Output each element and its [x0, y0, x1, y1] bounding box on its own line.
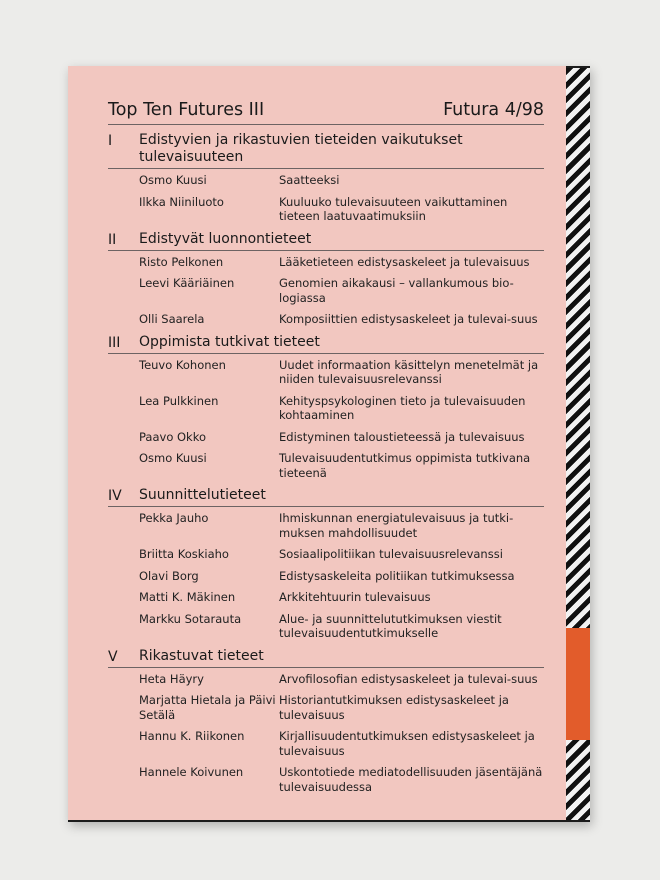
entry-title: Arvofilosofian edistysaskeleet ja tulevai-suus — [279, 671, 538, 686]
back-cover — [68, 66, 566, 820]
entry-title: Uskontotiede mediatodellisuuden jäsentäjänä tulevaisuudessa — [279, 765, 543, 794]
entry-author: Ilkka Niiniluoto — [139, 194, 224, 209]
section-heading — [108, 334, 544, 354]
entry-title: Sosiaalipolitiikan tulevaisuusrelevanssi — [279, 547, 503, 561]
entry-author: Hannu K. Riikonen — [139, 729, 245, 743]
entry-author: Marjatta Hietala ja Päivi Setälä — [139, 693, 276, 722]
entry-author: Heta Häyry — [139, 671, 204, 686]
entry-author: Briitta Koskiaho — [139, 547, 229, 561]
section-heading — [108, 231, 544, 251]
series-title: Top Ten Futures III — [108, 100, 265, 120]
entry-title: Edistyminen taloustieteessä ja tulevaisuus — [279, 429, 525, 444]
entry-title: Tulevaisuudentutkimus oppimista tutkivana tieteenä — [279, 451, 531, 480]
entry-author: Olavi Borg — [139, 568, 199, 583]
section-numeral: V — [108, 648, 118, 665]
entry-title: Ihmiskunnan energiatulevaisuus ja tutki-muksen mahdollisuudet — [279, 511, 514, 540]
toc-entry — [108, 765, 544, 794]
toc-entry — [108, 394, 544, 423]
toc-section — [108, 132, 544, 224]
toc-entry — [108, 590, 544, 605]
section-title: Suunnittelutieteet — [139, 487, 266, 503]
toc-section — [108, 487, 544, 641]
toc-entry — [108, 729, 544, 758]
entry-author: Matti K. Mäkinen — [139, 590, 236, 604]
entry-author: Paavo Okko — [139, 429, 207, 444]
toc-entry — [108, 430, 544, 445]
section-heading — [108, 648, 544, 668]
toc-entry — [108, 312, 544, 327]
section-title: Rikastuvat tieteet — [139, 647, 264, 664]
toc-entry — [108, 511, 544, 540]
toc-entry — [108, 672, 544, 687]
issue-number: Futura 4/98 — [443, 100, 544, 120]
section-numeral: II — [108, 231, 117, 248]
entry-author: Lea Pulkkinen — [139, 393, 219, 408]
toc-entry — [108, 451, 544, 480]
toc-section — [108, 648, 544, 795]
section-title: Edistyvien ja rikastuvien tieteiden vaikutukset tulevaisuuteen — [139, 132, 463, 165]
toc-entry — [108, 173, 544, 188]
toc-entry — [108, 612, 544, 641]
section-heading — [108, 487, 544, 507]
entry-title: Alue- ja suunnittelututkimuksen viestit tulevaisuudentutkimukselle — [279, 611, 502, 640]
entry-title: Edistysaskeleita politiikan tutkimuksessa — [279, 568, 515, 583]
entry-author: Osmo Kuusi — [139, 451, 207, 465]
section-numeral: I — [108, 133, 113, 149]
toc-entry — [108, 195, 544, 224]
toc-section — [108, 231, 544, 327]
entry-title: Uudet informaation käsittelyn menetelmät ja niiden tulevaisuusrelevanssi — [279, 357, 539, 386]
entry-title: Arkkitehtuurin tulevaisuus — [279, 590, 431, 604]
toc-entry — [108, 547, 544, 562]
entry-author: Osmo Kuusi — [139, 173, 207, 187]
toc-entry — [108, 276, 544, 305]
entry-title: Komposiittien edistysaskeleet ja tulevai-suus — [279, 312, 538, 326]
entry-author: Risto Pelkonen — [139, 254, 224, 269]
entry-title: Kehityspsykologinen tieto ja tulevaisuuden kohtaaminen — [279, 393, 526, 422]
entry-title: Kirjallisuudentutkimuksen edistysaskeleet ja tulevaisuus — [279, 729, 535, 758]
entry-author: Markku Sotarauta — [139, 611, 242, 626]
cover-header — [108, 100, 544, 125]
entry-title: Lääketieteen edistysaskeleet ja tulevaisuus — [279, 254, 530, 269]
toc-entry — [108, 255, 544, 270]
toc-entry — [108, 358, 544, 387]
entry-author: Pekka Jauho — [139, 511, 209, 525]
toc-section — [108, 334, 544, 481]
entry-title: Kuuluuko tulevaisuuteen vaikuttaminen tieteen laatuvaatimuksiin — [279, 194, 508, 223]
entry-author: Teuvo Kohonen — [139, 357, 226, 372]
section-heading — [108, 132, 544, 169]
section-title: Oppimista tutkivat tieteet — [139, 333, 320, 350]
section-numeral: IV — [108, 488, 122, 504]
book-spine-edge — [566, 68, 590, 820]
entry-title: Historiantutkimuksen edistysaskeleet ja tulevaisuus — [279, 693, 509, 722]
entry-author: Olli Saarela — [139, 312, 205, 326]
toc-entry — [108, 693, 544, 722]
entry-title: Genomien aikakausi – vallankumous bio-logiassa — [279, 276, 514, 305]
entry-title: Saatteeksi — [279, 173, 340, 187]
entry-author: Hannele Koivunen — [139, 765, 244, 779]
toc-entry — [108, 569, 544, 584]
entry-author: Leevi Kääriäinen — [139, 276, 235, 290]
spine-orange-band — [566, 628, 590, 740]
section-title: Edistyvät luonnontieteet — [139, 230, 312, 247]
section-numeral: III — [108, 334, 121, 351]
table-of-contents — [108, 132, 544, 801]
